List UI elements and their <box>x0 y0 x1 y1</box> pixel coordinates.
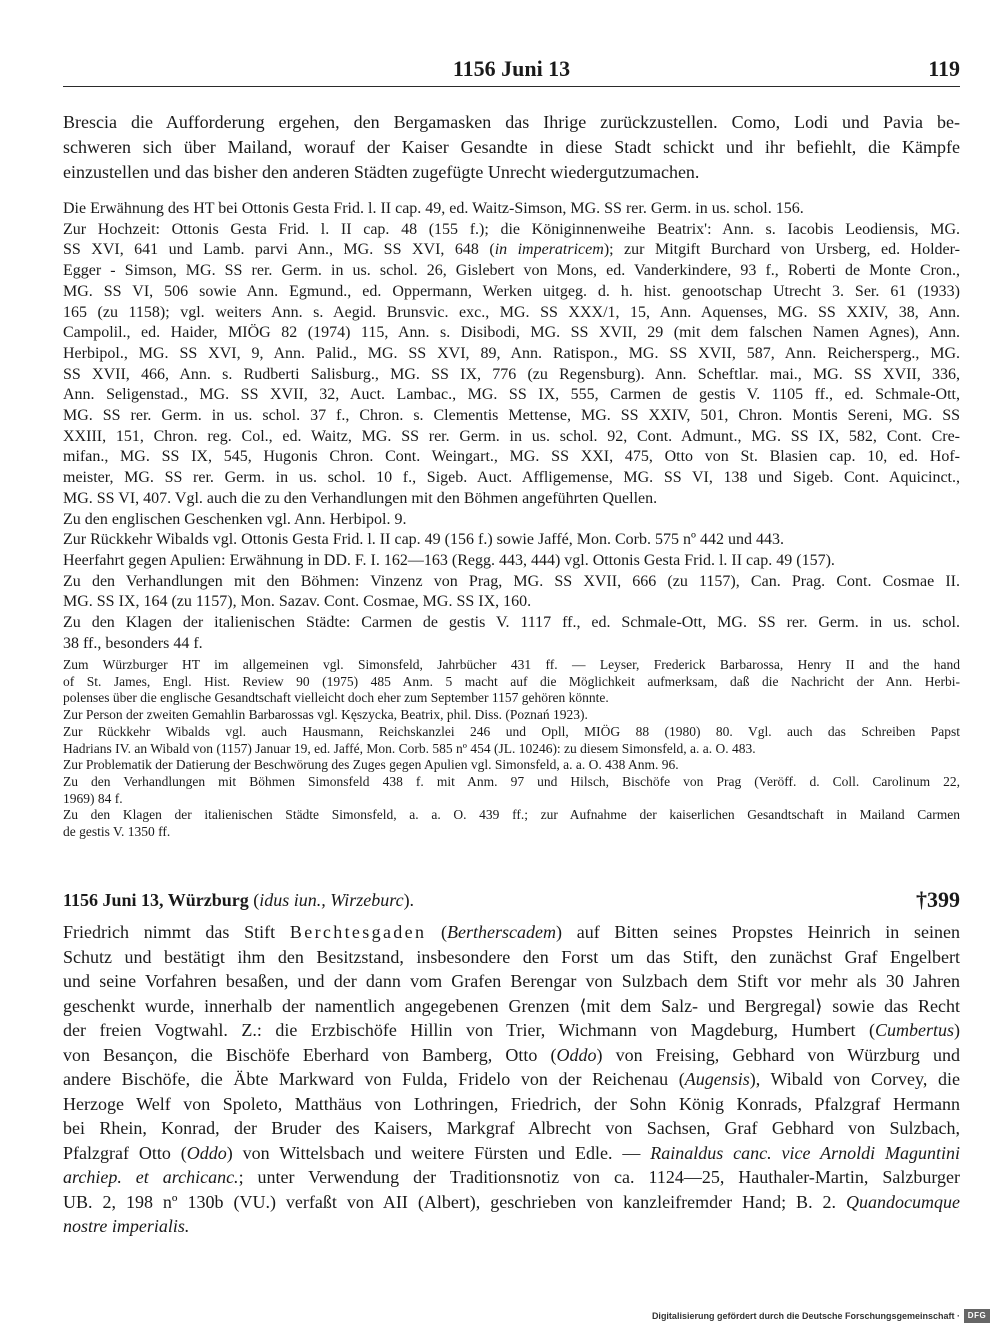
text-run: der freien Vogtwahl. Z.: die Erzbischöfe Hillin von Trier, Wichmann von Magdeburg, Humbert ( <box>63 1020 875 1040</box>
source-note-paragraph <box>63 220 960 510</box>
italic-text: Oddo <box>556 1044 597 1065</box>
italic-text: nostre imperialis. <box>63 1216 190 1236</box>
italic-text: Quandocumque <box>846 1191 960 1212</box>
text-line: Zur Rückkehr Wibalds vgl. Ottonis Gesta Frid. l. II cap. 49 (156 f.) sowie Jaffé, Mon. Corb. 575 nº 442 und 443. <box>63 531 784 549</box>
source-note-paragraph <box>63 551 960 572</box>
text-line <box>63 1214 960 1239</box>
text-line: Zu den englischen Geschenken vgl. Ann. Herbipol. 9. <box>63 510 407 528</box>
italic-text: in imperatricem <box>494 241 604 259</box>
text-line: Die Erwähnung des HT bei Ottonis Gesta Frid. l. II cap. 49, ed. Waitz-Simson, MG. SS rer. Germ. in us. schol. 156. <box>63 200 804 217</box>
entry-date-place <box>63 890 414 910</box>
text-run: ) von Wittelsbach und weitere Fürsten und Edle. — <box>226 1142 651 1163</box>
text-line: Heerfahrt gegen Apulien: Erwähnung in DD. F. I. 162—163 (Regg. 443, 444) vgl. Ottonis Gesta Frid. l. II cap. 49 (157). <box>63 551 835 569</box>
text-line: SS XVII, 466, Ann. s. Rudberti Salisburg., MG. SS IX, 776 (zu Regensburg). Ann. Scheftlar. mai., MG. SS XVII, 336, <box>63 365 960 383</box>
text-line <box>63 1018 960 1043</box>
text-line <box>63 1190 960 1215</box>
text-line: Hadrians IV. an Wibald von (1157) Januar 19, ed. Jaffé, Mon. Corb. 585 nº 454 (JL. 10246): zu diesem Simonsfeld, a. a. O. 483. <box>63 740 756 756</box>
text-line <box>63 1165 960 1190</box>
entry-text <box>63 920 960 1239</box>
source-note-paragraph <box>63 572 960 613</box>
text-line: Zu den Verhandlungen mit Böhmen Simonsfeld 438 f. mit Anm. 97 und Hilsch, Bischöfe von Prag (Veröff. d. Coll. Carolinum 22, <box>63 773 960 789</box>
page-header <box>63 53 960 87</box>
dfg-logo: DFG <box>964 1309 990 1323</box>
text-line: Zu den Klagen der italienischen Städte: Carmen de gestis V. 1117 ff., ed. Schmale-Ott, MG. SS rer. Germ. in us. schol. <box>63 614 960 632</box>
text-line: MG. SS VI, 506 sowie Ann. Egmund., ed. Oppermann, Werken uitgeg. d. h. hist. genootschap Utrecht 3. Ser. 61 (1933) <box>63 282 960 300</box>
literature-note-paragraph <box>63 657 960 707</box>
text-line: geschenkt wurde, innerhalb der namentlich angegebenen Grenzen ⟨mit dem Salz- und Bergregal⟩ sowie das Recht <box>63 995 960 1016</box>
italic-text: Rainaldus canc. vice Arnoldi Maguntini <box>650 1142 960 1163</box>
entry-number: †399 <box>916 887 960 912</box>
literature-note-paragraph <box>63 774 960 807</box>
text-line: polenses über die englische Gesandtschaft vielleicht doch eher zum September 1157 gehören könnte. <box>63 690 609 706</box>
text-line: Herbipol., MG. SS XVI, 9, Ann. Palid., MG. SS XVI, 89, Ann. Ratispon., MG. SS XVII, 587, Ann. Reichersperg., MG. <box>63 344 960 362</box>
text-run: ( <box>248 890 260 910</box>
text-line: MG. SS VI, 407. Vgl. auch die zu den Verhandlungen mit den Böhmen angeführten Quellen. <box>63 489 658 507</box>
entry-heading <box>63 888 960 912</box>
text-run: Pfalzgraf Otto ( <box>63 1142 187 1163</box>
text-line: Zu den Klagen der italienischen Städte Simonsfeld, a. a. O. 439 ff.; zur Aufnahme der kaiserlichen Gesandtschaft in Mailand Carmen <box>63 807 960 823</box>
text-line: MG. SS rer. Germ. in us. schol. 37 f., Chron. s. Clementis Mettense, MG. SS XXIV, 501, Chron. Montis Sereni, MG. SS <box>63 407 960 425</box>
text-line: Herzoge Welf von Spoleto, Matthäus von Lothringen, Friedrich, der Sohn König Konrads, Pfalzgraf Hermann <box>63 1093 960 1114</box>
text-line: schweren sich über Mailand, worauf der Kaiser Gesandte in diese Stadt schickt und ihr befiehlt, die Kämpfe <box>63 136 960 157</box>
text-line: MG. SS IX, 164 (zu 1157), Mon. Sazav. Cont. Cosmae, MG. SS IX, 160. <box>63 593 532 611</box>
text-run: ; unter Verwendung der Traditionsnotiz von ca. 1124—25, Hauthaler-Martin, Salzburger <box>238 1167 960 1187</box>
text-run: ) auf Bitten seines Propstes Heinrich in seinen <box>555 922 960 942</box>
literature-notes <box>63 657 960 841</box>
literature-note-paragraph <box>63 757 960 774</box>
source-note-paragraph <box>63 199 960 220</box>
running-title: 1156 Juni 13 <box>452 56 571 81</box>
text-line: mifan., MG. SS IX, 545, Hugonis Chron. Cont. Weingart., MG. SS XXI, 475, Otto von St. Blasien cap. 10, ed. Hof- <box>63 448 960 466</box>
text-run: von Besançon, die Bischöfe Eberhard von Bamberg, Otto ( <box>63 1044 557 1065</box>
text-run: ), Wibald von Corvey, die <box>749 1069 960 1089</box>
italic-text: Bertherscadem <box>447 922 556 942</box>
intro-paragraph <box>63 110 960 184</box>
text-line: Schutz und bestätigt ihm den Besitzstand, insbesondere den Forst um das Stift, den zunächst Graf Engelbert <box>63 946 960 967</box>
text-line <box>63 1067 960 1092</box>
italic-text: Cumbertus <box>874 1020 954 1040</box>
text-line <box>63 240 960 261</box>
text-line: XXIII, 151, Chron. reg. Col., ed. Waitz, MG. SS rer. Germ. in us. schol. 92, Cont. Admunt., MG. SS IX, 582, Cont. Cre- <box>63 427 960 445</box>
text-run: ). <box>403 890 415 910</box>
text-run: SS XVI, 641 und Lamb. parvi Ann., MG. SS XVI, 648 ( <box>63 241 495 259</box>
page-number: 119 <box>928 56 960 81</box>
text-line: 38 ff., besonders 44 f. <box>63 634 203 652</box>
text-line: of St. James, Engl. Hist. Review 90 (1975) 485 Anm. 5 macht auf die Möglichkeit aufmerksam, daß die Nachricht der Ann. Herbi- <box>63 673 960 689</box>
text-line: 1969) 84 f. <box>63 790 123 806</box>
italic-text: idus iun., Wirzeburc <box>259 890 404 910</box>
literature-note-paragraph <box>63 707 960 724</box>
text-line: einzustellen und das bisher den anderen Städten zugefügte Unrecht wiedergutzumachen. <box>63 161 700 182</box>
text-line: Ann. Seligenstad., MG. SS XVII, 32, Auct. Lambac., MG. SS IX, 555, Carmen de gestis V. 1105 ff., ed. Schmale-Ott, <box>63 386 960 404</box>
text-run: ) <box>954 1020 960 1040</box>
text-run: Friedrich nimmt das Stift <box>63 922 290 942</box>
text-line: Zur Person der zweiten Gemahlin Barbarossas vgl. Kęszycka, Beatrix, phil. Diss. (Poznań 1923). <box>63 707 588 723</box>
text-line: Campolil., ed. Haider, MIÖG 82 (1974) 115, Ann. s. Disibodi, MG. SS XVII, 29 (mit dem falschen Namen Agnes), Ann. <box>63 324 960 342</box>
text-line: Zur Problematik der Datierung der Beschwörung des Zuges gegen Apulien vgl. Simonsfeld, a. a. O. 438 Anm. 96. <box>63 757 679 773</box>
italic-text: Augensis <box>684 1069 750 1089</box>
text-line: Zu den Verhandlungen mit den Böhmen: Vinzenz von Prag, MG. SS XVII, 666 (zu 1157), Can. Prag. Cont. Cosmae II. <box>63 572 960 590</box>
text-run: andere Bischöfe, die Äbte Markward von Fulda, Fridelo von der Reichenau ( <box>63 1069 685 1089</box>
text-run: UB. 2, 198 nº 130b (VU.) verfaßt von AII (Albert), geschrieben von kanzleifremder Hand; B. 2. <box>63 1191 847 1212</box>
text-line: meister, MG. SS rer. Germ. in us. schol. 10 f., Sigeb. Auct. Affligemense, MG. SS VI, 138 und Sigeb. Cont. Aquicinct., <box>63 469 960 487</box>
text-line: 165 (zu 1158); vgl. weiters Ann. s. Aegid. Brunsvic. exc., MG. SS XXX/1, 15, Ann. Aquenses, MG. SS XXIV, 38, Ann. <box>63 303 960 321</box>
literature-note-paragraph <box>63 807 960 840</box>
text-line: Brescia die Aufforderung ergehen, den Bergamasken das Ihrige zurückzustellen. Como, Lodi und Pavia be- <box>63 112 960 132</box>
text-line <box>63 1141 960 1166</box>
italic-text: Oddo <box>186 1142 227 1163</box>
text-run: ) von Freising, Gebhard von Würzburg und <box>596 1044 960 1065</box>
text-line: Zum Würzburger HT im allgemeinen vgl. Simonsfeld, Jahrbücher 431 ff. — Leyser, Frederick Barbarossa, Henry II and the hand <box>63 657 960 672</box>
text-run: ); zur Mitgift Burchard von Ursberg, ed. Holder- <box>603 241 960 259</box>
text-line: Egger - Simson, MG. SS rer. Germ. in us. schol. 26, Gislebert von Mons, ed. Vanderkindere, 93 f., Roberti de Monte Cron., <box>63 262 960 280</box>
literature-note-paragraph <box>63 724 960 757</box>
bold-text: 1156 Juni 13, Würzburg <box>63 890 249 910</box>
source-note-paragraph <box>63 613 960 654</box>
source-notes <box>63 199 960 654</box>
italic-text: archiep. et archicanc. <box>63 1167 239 1187</box>
text-line: de gestis V. 1350 ff. <box>63 824 171 840</box>
text-line: und seine Vorfahren besaßen, und der dann vom Grafen Berengar von Sulzbach dem Stift vor mehr als 30 Jahren <box>63 971 960 991</box>
footer-credit: Digitalisierung gefördert durch die Deutsche Forschungsgemeinschaft · <box>651 1311 960 1321</box>
text-line: Zur Hochzeit: Ottonis Gesta Frid. l. II cap. 48 (155 f.); die Königinnenweihe Beatrix': Ann. s. Iacobis Leodiensis, MG. <box>63 220 960 238</box>
text-run: ( <box>426 922 448 942</box>
source-note-paragraph <box>63 530 960 551</box>
text-line: bei Rhein, Konrad, der Bruder des Kaisers, Markgraf Albrecht von Sachsen, Graf Gebhard von Sulzbach, <box>63 1118 960 1138</box>
spaced-text: Berchtesgaden <box>289 922 427 942</box>
text-line: Zur Rückkehr Wibalds vgl. auch Hausmann, Reichskanzlei 246 und Opll, MIÖG 88 (1980) 80. Vgl. auch das Schreiben Papst <box>63 723 960 739</box>
text-line <box>63 1043 960 1068</box>
source-note-paragraph <box>63 510 960 531</box>
text-line <box>63 920 960 945</box>
